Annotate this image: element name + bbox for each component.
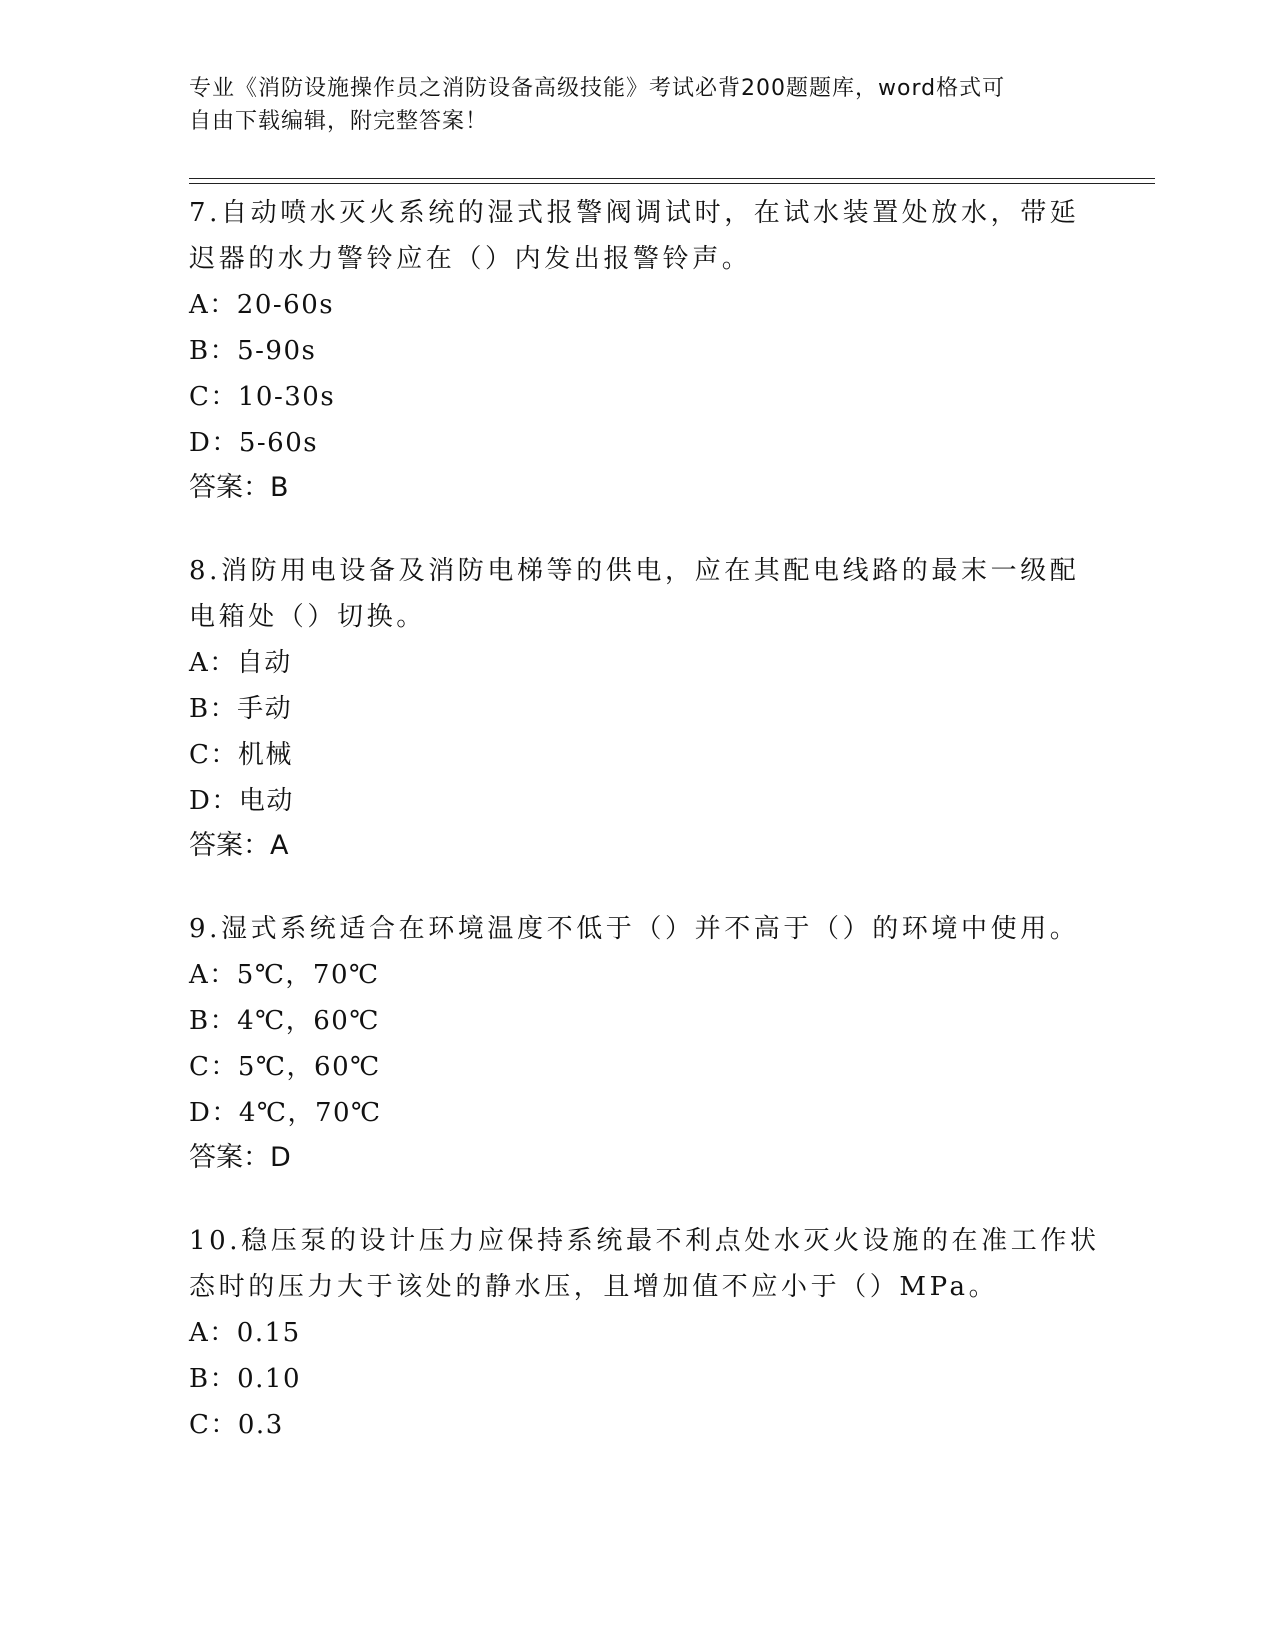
answer-text: 答案：D [189,1142,291,1173]
question-9 [189,906,1129,1180]
question-text-line: 电箱处（）切换。 [189,602,426,632]
question-7 [189,190,1129,510]
question-text-line: 8.消防用电设备及消防电梯等的供电，应在其配电线路的最末一级配 [189,556,1080,586]
option-c: C：10-30s [189,382,336,412]
option-b: B：4℃，60℃ [189,1006,380,1036]
header-divider-bottom [189,183,1155,184]
question-10 [189,1218,1129,1448]
header-divider-top [189,178,1155,179]
question-8 [189,548,1129,868]
question-text-line: 10.稳压泵的设计压力应保持系统最不利点处水灭火设施的在准工作状 [189,1226,1100,1256]
option-b: B：手动 [189,694,293,724]
question-text-line: 9.湿式系统适合在环境温度不低于（）并不高于（）的环境中使用。 [189,914,1080,944]
option-c: C：0.3 [189,1410,284,1440]
option-c: C：机械 [189,740,293,770]
header-line-1: 专业《消防设施操作员之消防设备高级技能》考试必背200题题库，word格式可 [189,76,1006,101]
answer-text: 答案：A [189,830,289,861]
option-c: C：5℃，60℃ [189,1052,381,1082]
answer-text: 答案：B [189,472,289,503]
option-a: A：0.15 [189,1318,301,1348]
option-d: D：电动 [189,786,294,816]
option-b: B：0.10 [189,1364,301,1394]
option-d: D：4℃，70℃ [189,1098,382,1128]
option-d: D：5-60s [189,428,319,458]
option-a: A：5℃，70℃ [189,960,380,990]
question-text-line: 迟器的水力警铃应在（）内发出报警铃声。 [189,244,752,274]
option-a: A：20-60s [189,290,335,320]
question-text-line: 7.自动喷水灭火系统的湿式报警阀调试时，在试水装置处放水，带延 [189,198,1080,228]
option-a: A：自动 [189,648,292,678]
document-header [189,72,1089,138]
option-b: B：5-90s [189,336,317,366]
question-text-line: 态时的压力大于该处的静水压，且增加值不应小于（）MPa。 [189,1272,999,1302]
question-list [189,190,1129,1486]
header-line-2: 自由下载编辑，附完整答案！ [189,109,489,134]
